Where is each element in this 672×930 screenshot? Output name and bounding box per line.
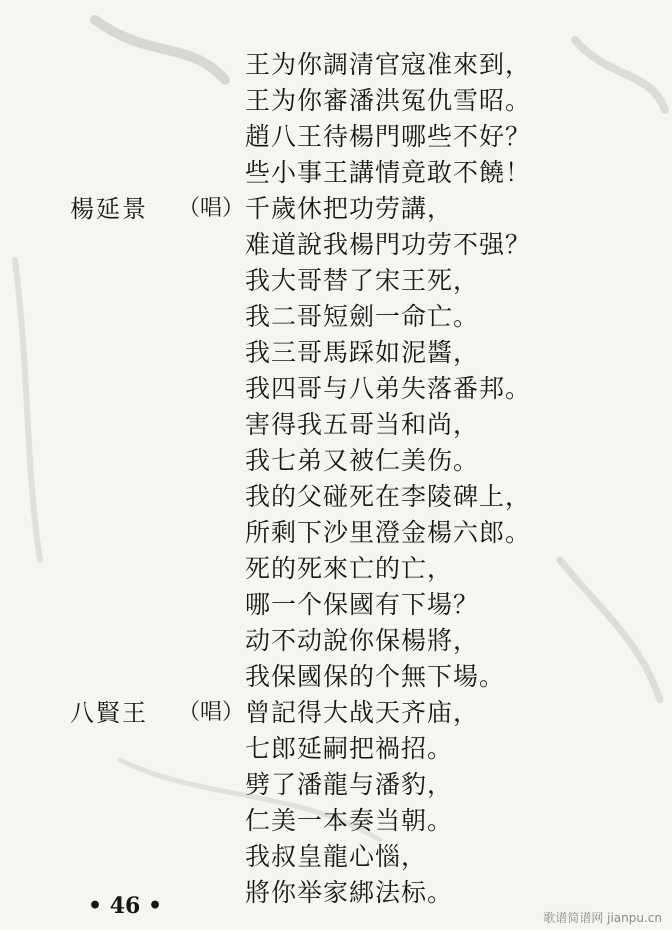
lyric-line: 我的父碰死在李陵碑上， bbox=[245, 482, 532, 511]
lyric-line: 王为你審潘洪冤仇雪昭。 bbox=[245, 86, 532, 115]
lyric-line: 哪一个保國有下場？ bbox=[245, 590, 480, 619]
lyric-line: 难道說我楊門功劳不强？ bbox=[245, 230, 532, 259]
lyric-line: 將你举家綁法标。 bbox=[245, 878, 454, 907]
lyric-line: 动不动說你保楊將， bbox=[245, 626, 480, 655]
lyric-line: 我七弟又被仁美伤。 bbox=[245, 446, 480, 475]
stage-direction: （唱） bbox=[178, 196, 245, 221]
lyric-line: 趙八王待楊門哪些不好？ bbox=[245, 122, 532, 151]
site-watermark: 歌谱简谱网 jianpu.cn bbox=[543, 911, 662, 925]
lyric-line: 所剩下沙里澄金楊六郎。 bbox=[245, 518, 532, 547]
lyric-line: 我叔皇龍心惱， bbox=[245, 842, 428, 871]
stage-direction: （唱） bbox=[178, 700, 245, 725]
lyric-line: 死的死來亡的亡， bbox=[245, 554, 454, 583]
lyric-line: 王为你調清官寇准來到， bbox=[245, 50, 532, 79]
lyric-line: 些小事王講情竟敢不饒！ bbox=[245, 158, 532, 187]
lyric-line: 劈了潘龍与潘豹， bbox=[245, 770, 454, 799]
lyric-line: 千歲休把功劳講， bbox=[245, 194, 454, 223]
lyric-line: 我三哥馬踩如泥醬， bbox=[245, 338, 480, 367]
page-number: • 46 • bbox=[88, 893, 163, 919]
lyric-line: 七郎延嗣把禍招。 bbox=[245, 734, 454, 763]
lyric-line: 我二哥短劍一命亡。 bbox=[245, 302, 480, 331]
lyric-line: 我大哥替了宋王死， bbox=[245, 266, 480, 295]
lyric-line: 我四哥与八弟失落番邦。 bbox=[245, 374, 532, 403]
lyric-line: 害得我五哥当和尚， bbox=[245, 410, 480, 439]
lyric-line: 曾記得大战天齐庙， bbox=[245, 698, 480, 727]
lyric-line: 仁美一本奏当朝。 bbox=[245, 806, 454, 835]
speaker-name: 八賢王 bbox=[70, 699, 148, 727]
speaker-name: 楊延景 bbox=[70, 195, 148, 223]
lyric-line: 我保國保的个無下場。 bbox=[245, 662, 506, 691]
